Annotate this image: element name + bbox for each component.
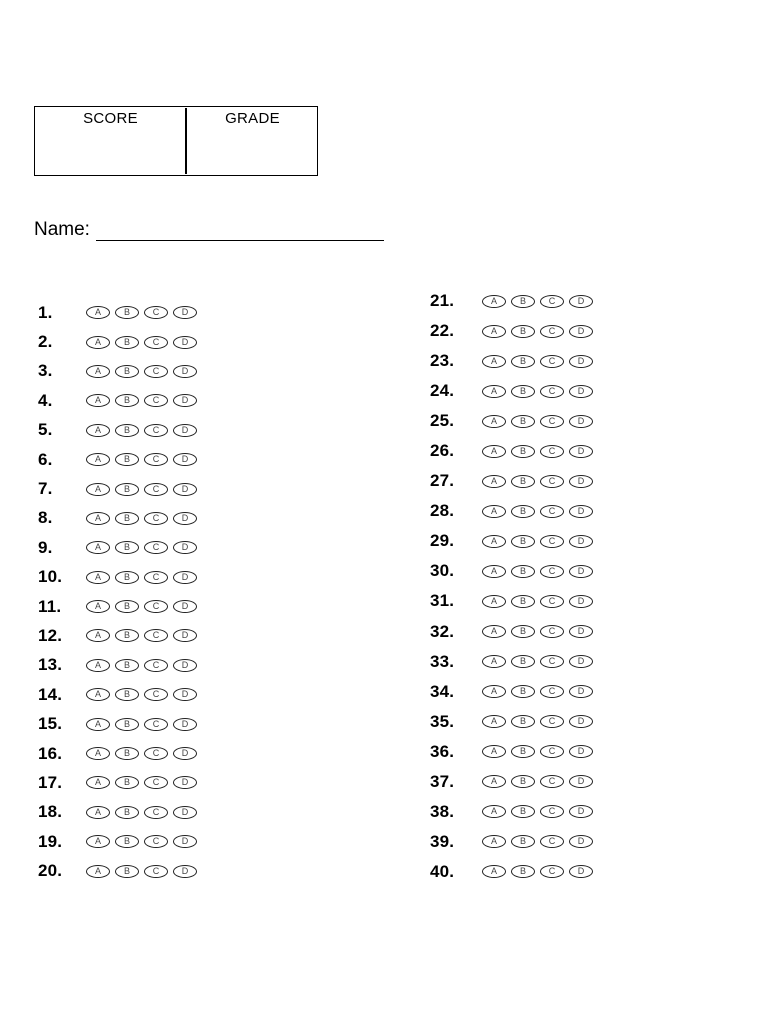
question-row <box>430 647 690 677</box>
question-number: 16. <box>38 743 63 763</box>
question-row <box>430 767 690 797</box>
question-row <box>430 526 690 556</box>
answer-bubble-b[interactable]: B <box>115 806 139 819</box>
answer-bubble-d[interactable]: D <box>173 512 197 525</box>
question-row <box>38 386 298 415</box>
answer-bubble-b[interactable]: B <box>511 835 535 848</box>
question-row <box>430 286 690 316</box>
answer-bubble-b[interactable]: B <box>115 483 139 496</box>
answer-bubble-b[interactable]: B <box>511 415 535 428</box>
answer-bubble-b[interactable]: B <box>511 445 535 458</box>
question-row <box>38 768 298 797</box>
question-number: 40. <box>430 861 455 881</box>
question-row <box>430 857 690 887</box>
question-row <box>38 592 298 621</box>
score-label: SCORE <box>83 110 138 127</box>
answer-bubble-b[interactable]: B <box>115 541 139 554</box>
answer-bubble-a[interactable]: A <box>482 595 506 608</box>
answer-bubble-b[interactable]: B <box>115 306 139 319</box>
question-number: 22. <box>430 321 455 341</box>
answer-bubble-d[interactable]: D <box>173 306 197 319</box>
answer-bubble-b[interactable]: B <box>115 512 139 525</box>
question-number: 18. <box>38 802 63 822</box>
question-number: 35. <box>430 711 455 731</box>
question-row <box>38 651 298 680</box>
answer-bubble-a[interactable]: A <box>482 685 506 698</box>
answer-bubble-b[interactable]: B <box>511 595 535 608</box>
question-row <box>38 416 298 445</box>
answer-bubble-c[interactable]: C <box>144 718 168 731</box>
answer-bubble-b[interactable]: B <box>511 565 535 578</box>
answer-bubble-a[interactable]: A <box>86 483 110 496</box>
answer-bubble-d[interactable]: D <box>173 629 197 642</box>
answer-bubble-d[interactable]: D <box>173 747 197 760</box>
answer-bubble-c[interactable]: C <box>540 835 564 848</box>
answer-bubble-a[interactable]: A <box>86 424 110 437</box>
answer-bubble-a[interactable]: A <box>86 629 110 642</box>
question-number: 14. <box>38 684 63 704</box>
question-row <box>38 357 298 386</box>
question-number: 24. <box>430 381 455 401</box>
answer-bubble-d[interactable]: D <box>569 415 593 428</box>
answer-bubble-a[interactable]: A <box>86 600 110 613</box>
answer-bubble-a[interactable]: A <box>86 865 110 878</box>
answer-bubble-c[interactable]: C <box>144 453 168 466</box>
answer-bubble-d[interactable]: D <box>569 295 593 308</box>
answer-bubble-c[interactable]: C <box>144 394 168 407</box>
question-row <box>430 466 690 496</box>
answer-bubble-d[interactable]: D <box>173 336 197 349</box>
answer-bubble-d[interactable]: D <box>569 685 593 698</box>
answer-bubble-c[interactable]: C <box>144 600 168 613</box>
answer-bubble-d[interactable]: D <box>569 505 593 518</box>
answer-bubble-b[interactable]: B <box>115 453 139 466</box>
answer-bubble-b[interactable]: B <box>511 355 535 368</box>
name-row <box>34 219 384 241</box>
answer-bubble-c[interactable]: C <box>144 629 168 642</box>
answer-bubble-b[interactable]: B <box>115 394 139 407</box>
name-label: Name: <box>34 219 90 240</box>
question-number: 25. <box>430 411 455 431</box>
answer-bubble-d[interactable]: D <box>173 776 197 789</box>
answer-bubble-d[interactable]: D <box>173 394 197 407</box>
answer-bubble-c[interactable]: C <box>540 415 564 428</box>
answer-bubble-d[interactable]: D <box>569 595 593 608</box>
answer-bubble-a[interactable]: A <box>86 688 110 701</box>
answer-bubble-d[interactable]: D <box>569 355 593 368</box>
answer-bubble-d[interactable]: D <box>173 718 197 731</box>
answer-bubble-b[interactable]: B <box>115 776 139 789</box>
answer-bubble-c[interactable]: C <box>144 424 168 437</box>
answer-bubble-d[interactable]: D <box>173 571 197 584</box>
answer-bubble-c[interactable]: C <box>144 365 168 378</box>
answer-bubble-d[interactable]: D <box>173 541 197 554</box>
answer-bubble-a[interactable]: A <box>482 475 506 488</box>
answer-bubble-a[interactable]: A <box>482 325 506 338</box>
answer-bubble-c[interactable]: C <box>540 805 564 818</box>
question-number: 15. <box>38 714 63 734</box>
question-row <box>38 298 298 327</box>
answer-bubble-a[interactable]: A <box>86 718 110 731</box>
answer-bubble-c[interactable]: C <box>540 685 564 698</box>
question-number: 39. <box>430 831 455 851</box>
answer-bubble-c[interactable]: C <box>540 355 564 368</box>
answer-bubble-b[interactable]: B <box>511 325 535 338</box>
question-row <box>38 621 298 650</box>
answer-bubble-b[interactable]: B <box>115 865 139 878</box>
answer-bubble-a[interactable]: A <box>482 385 506 398</box>
question-row <box>38 680 298 709</box>
question-row <box>430 376 690 406</box>
question-number: 34. <box>430 681 455 701</box>
answer-bubble-c[interactable]: C <box>144 541 168 554</box>
answer-bubble-c[interactable]: C <box>540 445 564 458</box>
question-row <box>430 316 690 346</box>
answer-bubble-d[interactable]: D <box>569 385 593 398</box>
answer-bubble-a[interactable]: A <box>482 715 506 728</box>
answer-bubble-d[interactable]: D <box>569 445 593 458</box>
answer-bubble-c[interactable]: C <box>540 865 564 878</box>
answer-bubble-a[interactable]: A <box>482 445 506 458</box>
answer-bubble-c[interactable]: C <box>144 688 168 701</box>
answer-bubble-b[interactable]: B <box>115 835 139 848</box>
answer-bubble-b[interactable]: B <box>115 718 139 731</box>
question-number: 7. <box>38 479 53 499</box>
answer-bubble-a[interactable]: A <box>86 776 110 789</box>
answer-bubble-b[interactable]: B <box>511 775 535 788</box>
answer-bubble-b[interactable]: B <box>511 625 535 638</box>
answer-bubble-a[interactable]: A <box>86 659 110 672</box>
answer-bubble-b[interactable]: B <box>511 385 535 398</box>
answer-bubble-c[interactable]: C <box>540 565 564 578</box>
question-number: 6. <box>38 449 53 469</box>
answer-bubble-d[interactable]: D <box>569 805 593 818</box>
question-row <box>38 445 298 474</box>
answer-bubble-d[interactable]: D <box>173 483 197 496</box>
answer-bubble-a[interactable]: A <box>482 355 506 368</box>
answer-bubble-b[interactable]: B <box>115 747 139 760</box>
answer-bubble-b[interactable]: B <box>115 336 139 349</box>
answer-bubble-b[interactable]: B <box>511 655 535 668</box>
answer-bubble-a[interactable]: A <box>86 541 110 554</box>
answer-bubble-c[interactable]: C <box>540 745 564 758</box>
answer-bubble-d[interactable]: D <box>173 365 197 378</box>
answer-bubble-d[interactable]: D <box>173 453 197 466</box>
answer-bubble-b[interactable]: B <box>115 600 139 613</box>
question-row <box>430 496 690 526</box>
question-row <box>38 504 298 533</box>
question-number: 38. <box>430 801 455 821</box>
answer-bubble-d[interactable]: D <box>569 475 593 488</box>
question-number: 28. <box>430 501 455 521</box>
question-row <box>430 797 690 827</box>
answer-bubble-a[interactable]: A <box>86 394 110 407</box>
question-row <box>430 436 690 466</box>
answer-bubble-b[interactable]: B <box>115 659 139 672</box>
answer-bubble-b[interactable]: B <box>511 535 535 548</box>
question-number: 21. <box>430 291 455 311</box>
question-number: 17. <box>38 772 63 792</box>
answer-bubble-d[interactable]: D <box>569 655 593 668</box>
question-row <box>430 677 690 707</box>
answer-bubble-a[interactable]: A <box>482 775 506 788</box>
answer-bubble-b[interactable]: B <box>511 745 535 758</box>
answer-bubble-c[interactable]: C <box>540 715 564 728</box>
answer-bubble-a[interactable]: A <box>86 747 110 760</box>
answer-bubble-d[interactable]: D <box>173 600 197 613</box>
answer-bubble-c[interactable]: C <box>540 595 564 608</box>
question-number: 11. <box>38 596 62 616</box>
question-row <box>38 709 298 738</box>
answer-bubble-d[interactable]: D <box>569 745 593 758</box>
answer-bubble-a[interactable]: A <box>86 365 110 378</box>
answer-bubble-a[interactable]: A <box>482 565 506 578</box>
answer-bubble-a[interactable]: A <box>482 865 506 878</box>
question-row <box>430 556 690 586</box>
question-row <box>430 827 690 857</box>
question-row <box>430 406 690 436</box>
answer-bubble-c[interactable]: C <box>540 535 564 548</box>
question-number: 29. <box>430 531 455 551</box>
answer-bubble-d[interactable]: D <box>173 688 197 701</box>
answer-bubble-a[interactable]: A <box>482 835 506 848</box>
answer-bubble-d[interactable]: D <box>173 835 197 848</box>
answer-bubble-c[interactable]: C <box>540 625 564 638</box>
answer-bubble-a[interactable]: A <box>86 806 110 819</box>
answer-bubble-d[interactable]: D <box>569 325 593 338</box>
question-number: 12. <box>38 625 63 645</box>
answer-bubble-d[interactable]: D <box>569 775 593 788</box>
question-row <box>430 617 690 647</box>
question-row <box>38 533 298 562</box>
answer-bubble-a[interactable]: A <box>86 336 110 349</box>
answer-bubble-a[interactable]: A <box>86 835 110 848</box>
answer-bubble-a[interactable]: A <box>86 571 110 584</box>
question-number: 32. <box>430 621 455 641</box>
question-number: 8. <box>38 508 53 528</box>
question-number: 19. <box>38 831 63 851</box>
question-row <box>38 798 298 827</box>
answer-bubble-a[interactable]: A <box>482 655 506 668</box>
answer-bubble-c[interactable]: C <box>540 295 564 308</box>
answer-bubble-a[interactable]: A <box>482 625 506 638</box>
answer-bubble-a[interactable]: A <box>482 415 506 428</box>
answer-bubble-b[interactable]: B <box>511 865 535 878</box>
questions-column-right <box>430 286 690 887</box>
question-row <box>430 707 690 737</box>
answer-bubble-d[interactable]: D <box>173 659 197 672</box>
answer-bubble-a[interactable]: A <box>482 505 506 518</box>
answer-bubble-b[interactable]: B <box>511 505 535 518</box>
question-number: 2. <box>38 332 53 352</box>
question-number: 10. <box>38 567 63 587</box>
answer-bubble-c[interactable]: C <box>144 747 168 760</box>
question-number: 23. <box>430 351 455 371</box>
answer-bubble-d[interactable]: D <box>569 565 593 578</box>
answer-bubble-a[interactable]: A <box>86 512 110 525</box>
question-number: 1. <box>38 302 53 322</box>
grade-label: GRADE <box>225 110 280 127</box>
answer-bubble-d[interactable]: D <box>173 806 197 819</box>
answer-bubble-a[interactable]: A <box>86 453 110 466</box>
answer-bubble-b[interactable]: B <box>511 685 535 698</box>
answer-bubble-a[interactable]: A <box>482 295 506 308</box>
answer-bubble-b[interactable]: B <box>511 475 535 488</box>
answer-bubble-c[interactable]: C <box>540 775 564 788</box>
question-number: 33. <box>430 651 455 671</box>
answer-bubble-c[interactable]: C <box>144 571 168 584</box>
answer-bubble-d[interactable]: D <box>173 865 197 878</box>
answer-bubble-d[interactable]: D <box>569 535 593 548</box>
question-row <box>38 474 298 503</box>
question-number: 27. <box>430 471 455 491</box>
question-number: 36. <box>430 741 455 761</box>
answer-bubble-a[interactable]: A <box>482 745 506 758</box>
answer-bubble-c[interactable]: C <box>144 865 168 878</box>
question-number: 5. <box>38 420 53 440</box>
answer-bubble-c[interactable]: C <box>144 336 168 349</box>
answer-bubble-d[interactable]: D <box>569 715 593 728</box>
answer-bubble-a[interactable]: A <box>482 805 506 818</box>
answer-bubble-c[interactable]: C <box>144 512 168 525</box>
answer-bubble-c[interactable]: C <box>540 655 564 668</box>
score-grade-box <box>34 106 318 176</box>
answer-bubble-b[interactable]: B <box>115 629 139 642</box>
answer-bubble-b[interactable]: B <box>511 715 535 728</box>
answer-bubble-c[interactable]: C <box>540 385 564 398</box>
question-number: 31. <box>430 591 455 611</box>
answer-bubble-c[interactable]: C <box>540 325 564 338</box>
answer-bubble-c[interactable]: C <box>144 306 168 319</box>
answer-bubble-b[interactable]: B <box>511 295 535 308</box>
question-row <box>430 737 690 767</box>
question-number: 13. <box>38 655 63 675</box>
question-row <box>38 739 298 768</box>
question-row <box>430 586 690 616</box>
question-number: 3. <box>38 361 53 381</box>
answer-bubble-d[interactable]: D <box>569 865 593 878</box>
question-number: 4. <box>38 390 53 410</box>
answer-bubble-a[interactable]: A <box>482 535 506 548</box>
answer-bubble-c[interactable]: C <box>144 776 168 789</box>
answer-bubble-a[interactable]: A <box>86 306 110 319</box>
answer-bubble-c[interactable]: C <box>144 835 168 848</box>
question-number: 37. <box>430 771 455 791</box>
answer-bubble-c[interactable]: C <box>540 505 564 518</box>
question-row <box>430 346 690 376</box>
answer-bubble-b[interactable]: B <box>115 365 139 378</box>
answer-bubble-d[interactable]: D <box>569 625 593 638</box>
question-number: 9. <box>38 537 53 557</box>
question-number: 30. <box>430 561 455 581</box>
answer-bubble-b[interactable]: B <box>115 424 139 437</box>
question-number: 26. <box>430 441 455 461</box>
answer-bubble-c[interactable]: C <box>540 475 564 488</box>
answer-bubble-d[interactable]: D <box>569 835 593 848</box>
question-row <box>38 327 298 356</box>
answer-bubble-d[interactable]: D <box>173 424 197 437</box>
question-row <box>38 827 298 856</box>
answer-bubble-b[interactable]: B <box>115 688 139 701</box>
question-row <box>38 856 298 885</box>
answer-bubble-b[interactable]: B <box>511 805 535 818</box>
name-field[interactable] <box>96 223 384 241</box>
answer-bubble-b[interactable]: B <box>115 571 139 584</box>
answer-bubble-c[interactable]: C <box>144 483 168 496</box>
answer-bubble-c[interactable]: C <box>144 806 168 819</box>
questions-column-left <box>38 298 298 886</box>
question-row <box>38 563 298 592</box>
question-number: 20. <box>38 861 63 881</box>
answer-bubble-c[interactable]: C <box>144 659 168 672</box>
